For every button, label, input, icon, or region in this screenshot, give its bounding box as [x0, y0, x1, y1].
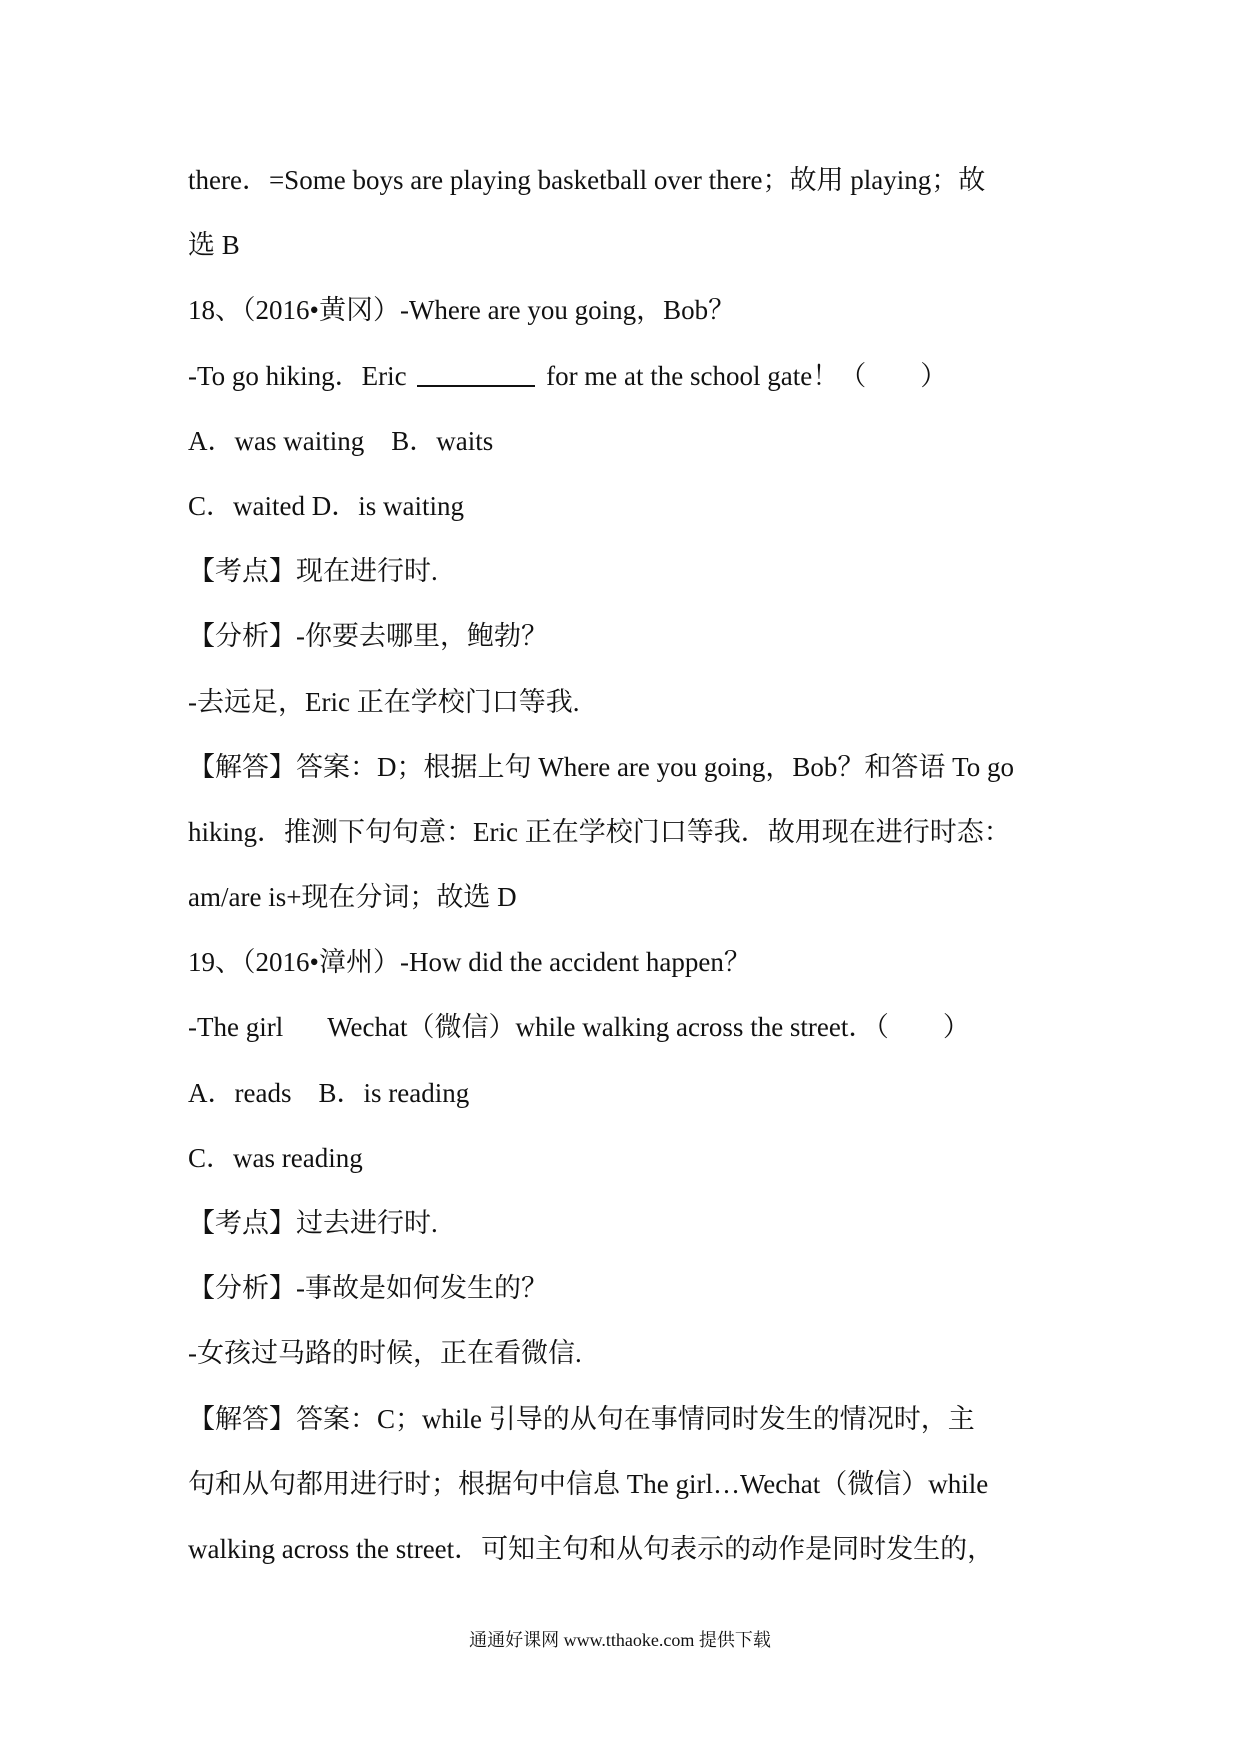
question-18-kaodian: 【考点】现在进行时.: [188, 556, 438, 587]
text-line-2: 选 B: [188, 230, 240, 261]
question-18-options-cd: C．waited D．is waiting: [188, 490, 464, 521]
page-content: [188, 160, 1068, 1594]
question-18-jieda-2: hiking．推测下句句意：Eric 正在学校门口等我．故用现在进行时态：: [188, 816, 1011, 847]
question-18-options-ab: A．was waiting B．waits: [188, 425, 494, 456]
page-footer: 通通好课网 www.tthaoke.com 提供下载: [469, 1630, 771, 1650]
question-19-option-c: C．was reading: [188, 1142, 363, 1173]
question-18-fenxi-2: -去远足，Eric 正在学校门口等我.: [188, 686, 580, 717]
question-18-jieda: 【解答】答案：D；根据上句 Where are you going，Bob？和答语 To go: [188, 751, 1015, 782]
question-18-title: 18、（2016•黄冈）-Where are you going，Bob？: [188, 295, 736, 326]
question-19-fenxi-2: -女孩过马路的时候，正在看微信.: [188, 1338, 582, 1369]
question-18-stem-before: -To go hiking．Eric: [188, 360, 414, 391]
question-19-stem-after: Wechat（微信）while walking across the street．（ ）: [327, 1012, 970, 1043]
question-19-kaodian: 【考点】过去进行时.: [188, 1208, 438, 1238]
question-19-jieda-3: walking across the street．可知主句和从句表示的动作是同时发生的，: [188, 1533, 995, 1564]
question-19-stem-before: -The girl: [188, 1012, 284, 1043]
question-19-options-ab: A．reads B．is reading: [188, 1077, 470, 1108]
question-18-stem-after: for me at the school gate！（ ）: [539, 360, 948, 391]
question-19-title: 19、（2016•漳州）-How did the accident happen？: [188, 947, 751, 978]
text-line-1: there．=Some boys are playing basketball over there；故用 playing；故: [188, 165, 986, 195]
question-19-jieda-2: 句和从句都用进行时；根据句中信息 The girl…Wechat（微信）while: [188, 1468, 989, 1499]
question-18-stem: [188, 356, 1068, 421]
question-19-stem: [188, 1007, 1068, 1072]
answer-blank: [417, 357, 535, 387]
question-18-fenxi: 【分析】-你要去哪里，鲍勃？: [188, 621, 548, 652]
question-18-jieda-3: am/are is+现在分词；故选 D: [188, 882, 517, 913]
question-19-fenxi: 【分析】-事故是如何发生的？: [188, 1273, 548, 1304]
question-19-jieda: 【解答】答案：C；while 引导的从句在事情同时发生的情况时，主: [188, 1403, 975, 1434]
